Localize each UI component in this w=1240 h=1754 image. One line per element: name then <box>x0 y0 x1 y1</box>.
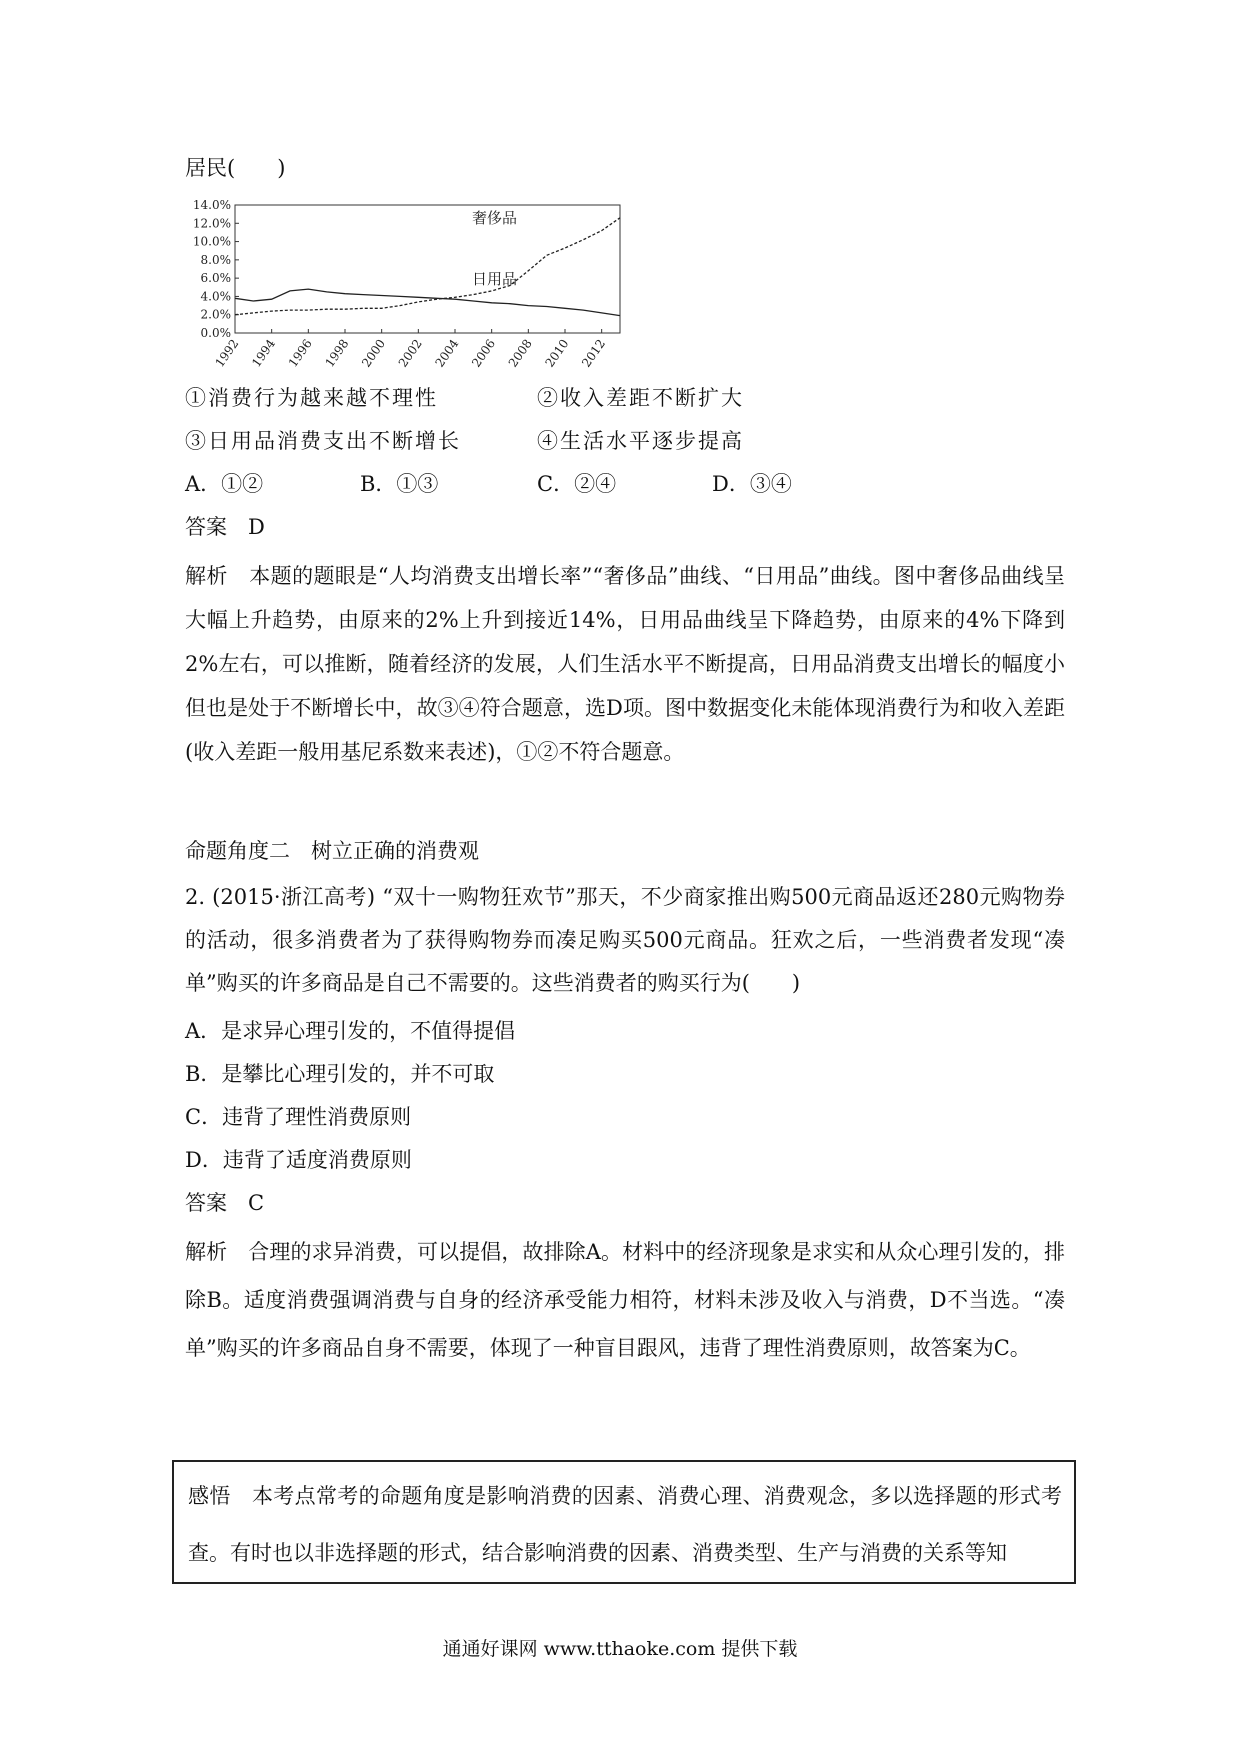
x-tick-label: 2002 <box>395 336 425 370</box>
q1-answer: 答案 D <box>185 515 265 539</box>
x-tick-label: 2004 <box>432 336 462 370</box>
q2-analysis: 解析 合理的求异消费，可以提倡，故排除A。材料中的经济现象是求实和从众心理引发的，排除B。适度消费强调消费与自身的经济承受能力相符，材料未涉及收入与消费，D不当选。“凑单”购买的许多商品自身不需要，体现了一种盲目跟风，违背了理性消费原则，故答案为C。 <box>185 1240 1065 1360</box>
x-tick-label: 2010 <box>542 336 572 370</box>
q1-option-1: ①消费行为越来越不理性 <box>185 386 438 410</box>
section-title: 命题角度二 树立正确的消费观 <box>185 839 479 863</box>
q1-choice-b: B．①③ <box>360 472 439 496</box>
series-label: 奢侈品 <box>472 209 518 227</box>
q1-choice-d: D．③④ <box>712 472 792 496</box>
q2-stem: 2. (2015·浙江高考) “双十一购物狂欢节”那天，不少商家推出购500元商品返还280元购物券的活动，很多消费者为了获得购物券而凑足购买500元商品。狂欢之后，一些消费者发现“凑单”购买的许多商品是自己不需要的。这些消费者的购买行为( ) <box>185 885 1065 995</box>
q1-stem: 居民( ) <box>185 156 286 180</box>
y-tick-label: 6.0% <box>200 271 231 286</box>
y-tick-label: 10.0% <box>192 234 231 249</box>
x-tick-label: 1994 <box>249 336 279 370</box>
q1-choice-a: A．①② <box>185 472 264 496</box>
q1-option-2: ②收入差距不断扩大 <box>537 386 744 410</box>
y-tick-label: 2.0% <box>200 307 231 322</box>
x-tick-label: 2008 <box>505 336 535 370</box>
y-tick-label: 12.0% <box>192 216 231 231</box>
x-tick-label: 1998 <box>322 336 352 370</box>
x-tick-label: 1992 <box>212 336 242 370</box>
series-label: 日用品 <box>472 270 518 288</box>
q2-answer: 答案 C <box>185 1191 265 1215</box>
x-tick-label: 1996 <box>285 336 315 370</box>
q2-choice-a: A．是求异心理引发的，不值得提倡 <box>185 1019 516 1043</box>
q1-option-3: ③日用品消费支出不断增长 <box>185 429 461 453</box>
q2-choice-c: C．违背了理性消费原则 <box>185 1105 412 1129</box>
q1-choice-c: C．②④ <box>537 472 617 496</box>
y-tick-label: 4.0% <box>200 289 231 304</box>
q2-choice-b: B．是攀比心理引发的，并不可取 <box>185 1062 495 1086</box>
plot-frame <box>235 205 620 333</box>
series-line-luxury <box>235 218 620 315</box>
consumption-growth-line-chart <box>180 195 640 375</box>
y-tick-label: 8.0% <box>200 252 231 267</box>
footer-download-note: 通通好课网 www.tthaoke.com 提供下载 <box>442 1638 798 1660</box>
insight-text: 感悟 本考点常考的命题角度是影响消费的因素、消费心理、消费观念，多以选择题的形式考查。有时也以非选择题的形式，结合影响消费的因素、消费类型、生产与消费的关系等知 <box>188 1484 1062 1565</box>
x-tick-label: 2006 <box>469 336 499 370</box>
x-tick-label: 2000 <box>359 336 389 370</box>
y-tick-label: 0.0% <box>200 326 231 340</box>
insight-box <box>172 1460 1076 1584</box>
series-line-daily <box>235 289 620 316</box>
x-tick-label: 2012 <box>579 336 609 370</box>
q1-option-4: ④生活水平逐步提高 <box>537 429 744 453</box>
q2-choice-d: D．违背了适度消费原则 <box>185 1148 412 1172</box>
q1-analysis: 解析 本题的题眼是“人均消费支出增长率”“奢侈品”曲线、“日用品”曲线。图中奢侈品曲线呈大幅上升趋势，由原来的2%上升到接近14%，日用品曲线呈下降趋势，由原来的4%下降到 2%左右，可以推断，随着经济的发展，人们生活水平不断提高，日用品消费支出增长的幅度小但也是处于不断增长中，故③④符合题意，选D项。图中数据变化未能体现消费行为和收入差距(收入差距一般用基尼系数来表述)，①②不符合题意。 <box>185 564 1065 764</box>
y-tick-label: 14.0% <box>192 198 231 212</box>
